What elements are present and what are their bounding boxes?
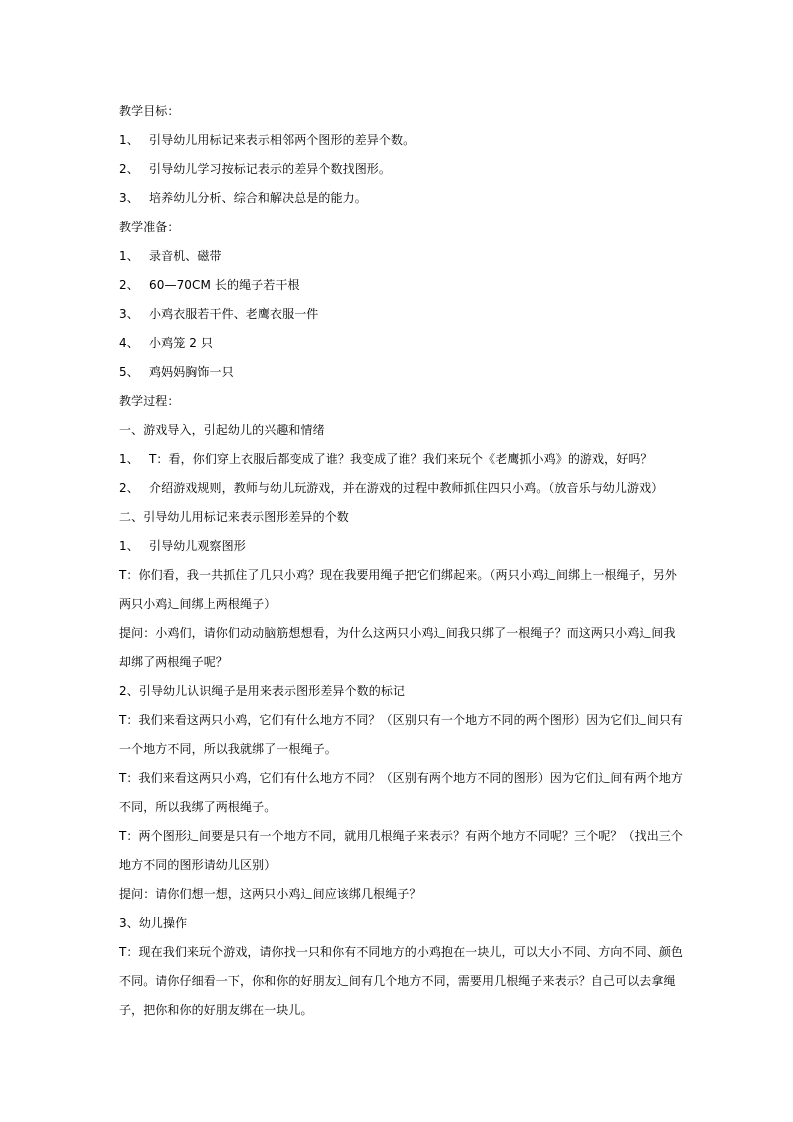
line-text: 一、游戏导入，引起幼儿的兴趣和情绪 [119, 423, 325, 437]
line-text: 介绍游戏规则，教师与幼儿玩游戏，并在游戏的过程中教师抓住四只小鸡。（放音乐与幼儿游戏） [149, 481, 664, 495]
text-line [119, 422, 679, 438]
line-text: 二、引导幼儿用标记来表示图形差异的个数 [119, 510, 349, 524]
line-text: 2、引导幼儿认识绳子是用来表示图形差异个数的标记 [119, 684, 406, 698]
text-line [119, 915, 679, 931]
text-line [119, 741, 679, 757]
list-number: 1、 [119, 133, 139, 147]
text-line [119, 161, 679, 177]
list-number: 3、 [119, 307, 139, 321]
line-text: 地方不同的图形请幼儿区别） [119, 858, 277, 872]
line-text: 引导幼儿学习按标记表示的差异个数找图形。 [149, 162, 392, 176]
text-line [119, 683, 679, 699]
text-line [119, 799, 679, 815]
text-line [119, 451, 679, 467]
line-text: 培养幼儿分析、综合和解决总是的能力。 [149, 191, 367, 205]
text-line [119, 103, 679, 119]
text-line [119, 335, 679, 351]
line-text: T：我们来看这两只小鸡，它们有什么地方不同？（区别有两个地方不同的图形）因为它们辶间有两个地方 [119, 771, 684, 785]
text-line [119, 132, 679, 148]
line-text: 教学目标： [119, 104, 180, 118]
text-line [119, 625, 679, 641]
text-line [119, 596, 679, 612]
text-line [119, 712, 684, 728]
text-line [119, 770, 684, 786]
list-number: 1、 [119, 249, 139, 263]
line-text: 提问：请你们想一想，这两只小鸡辶间应该绑几根绳子？ [119, 887, 422, 901]
text-line [119, 973, 679, 989]
list-number: 5、 [119, 365, 139, 379]
line-text: 录音机、磁带 [149, 249, 222, 263]
list-number: 2、 [119, 162, 139, 176]
list-number: 1、 [119, 452, 139, 466]
line-text: 子，把你和你的好朋友绑在一块儿。 [119, 1003, 313, 1017]
line-text: 小鸡衣服若干件、老鹰衣服一件 [149, 307, 319, 321]
list-number: 1、 [119, 539, 139, 553]
line-text: 教学准备： [119, 220, 180, 234]
list-number: 2、 [119, 481, 139, 495]
text-line [119, 1002, 679, 1018]
line-text: 引导幼儿用标记来表示相邻两个图形的差异个数。 [149, 133, 416, 147]
line-text: 鸡妈妈胸饰一只 [149, 365, 234, 379]
line-text: T：看，你们穿上衣服后都变成了谁？我变成了谁？我们来玩个《老鹰抓小鸡》的游戏，好吗？ [149, 452, 653, 466]
line-text: 3、幼儿操作 [119, 916, 188, 930]
line-text: 提问：小鸡们，请你们动动脑筋想想看，为什么这两只小鸡辶间我只绑了一根绳子？而这两只小鸡辶间我 [119, 626, 676, 640]
list-number: 2、 [119, 278, 139, 292]
text-line [119, 538, 679, 554]
line-text: 引导幼儿观察图形 [149, 539, 246, 553]
text-line [119, 364, 679, 380]
line-text: 一个地方不同，所以我就绑了一根绳子。 [119, 742, 337, 756]
text-line [119, 190, 679, 206]
text-line [119, 277, 679, 293]
text-line [119, 480, 679, 496]
line-text: 却绑了两根绳子呢？ [119, 655, 228, 669]
text-line [119, 306, 679, 322]
text-line [119, 509, 679, 525]
text-line [119, 248, 679, 264]
text-line [119, 886, 679, 902]
text-line [119, 393, 679, 409]
text-line [119, 828, 684, 844]
line-text: 小鸡笼 2 只 [149, 336, 213, 350]
line-text: T：现在我们来玩个游戏，请你找一只和你有不同地方的小鸡抱在一块儿，可以大小不同、方向不同、颜色 [119, 945, 684, 959]
list-number: 3、 [119, 191, 139, 205]
text-line [119, 654, 679, 670]
text-line [119, 567, 679, 583]
line-text: 教学过程： [119, 394, 180, 408]
text-line [119, 857, 679, 873]
list-number: 4、 [119, 336, 139, 350]
text-line [119, 219, 679, 235]
line-text: T：你们看，我一共抓住了几只小鸡？现在我要用绳子把它们绑起来。（两只小鸡辶间绑上一根绳子，另外 [119, 568, 678, 582]
text-line [119, 944, 684, 960]
line-text: 两只小鸡辶间绑上两根绳子） [119, 597, 277, 611]
line-text: 不同，所以我绑了两根绳子。 [119, 800, 277, 814]
line-text: 不同。请你仔细看一下，你和你的好朋友辶间有几个地方不同，需要用几根绳子来表示？自己可以去拿绳 [119, 974, 676, 988]
line-text: T：两个图形辶间要是只有一个地方不同，就用几根绳子来表示？有两个地方不同呢？三个呢？（找出三个 [119, 829, 684, 843]
line-text: 60—70CM 长的绳子若干根 [149, 278, 300, 292]
line-text: T：我们来看这两只小鸡，它们有什么地方不同？（区别只有一个地方不同的两个图形）因为它们辶间只有 [119, 713, 684, 727]
